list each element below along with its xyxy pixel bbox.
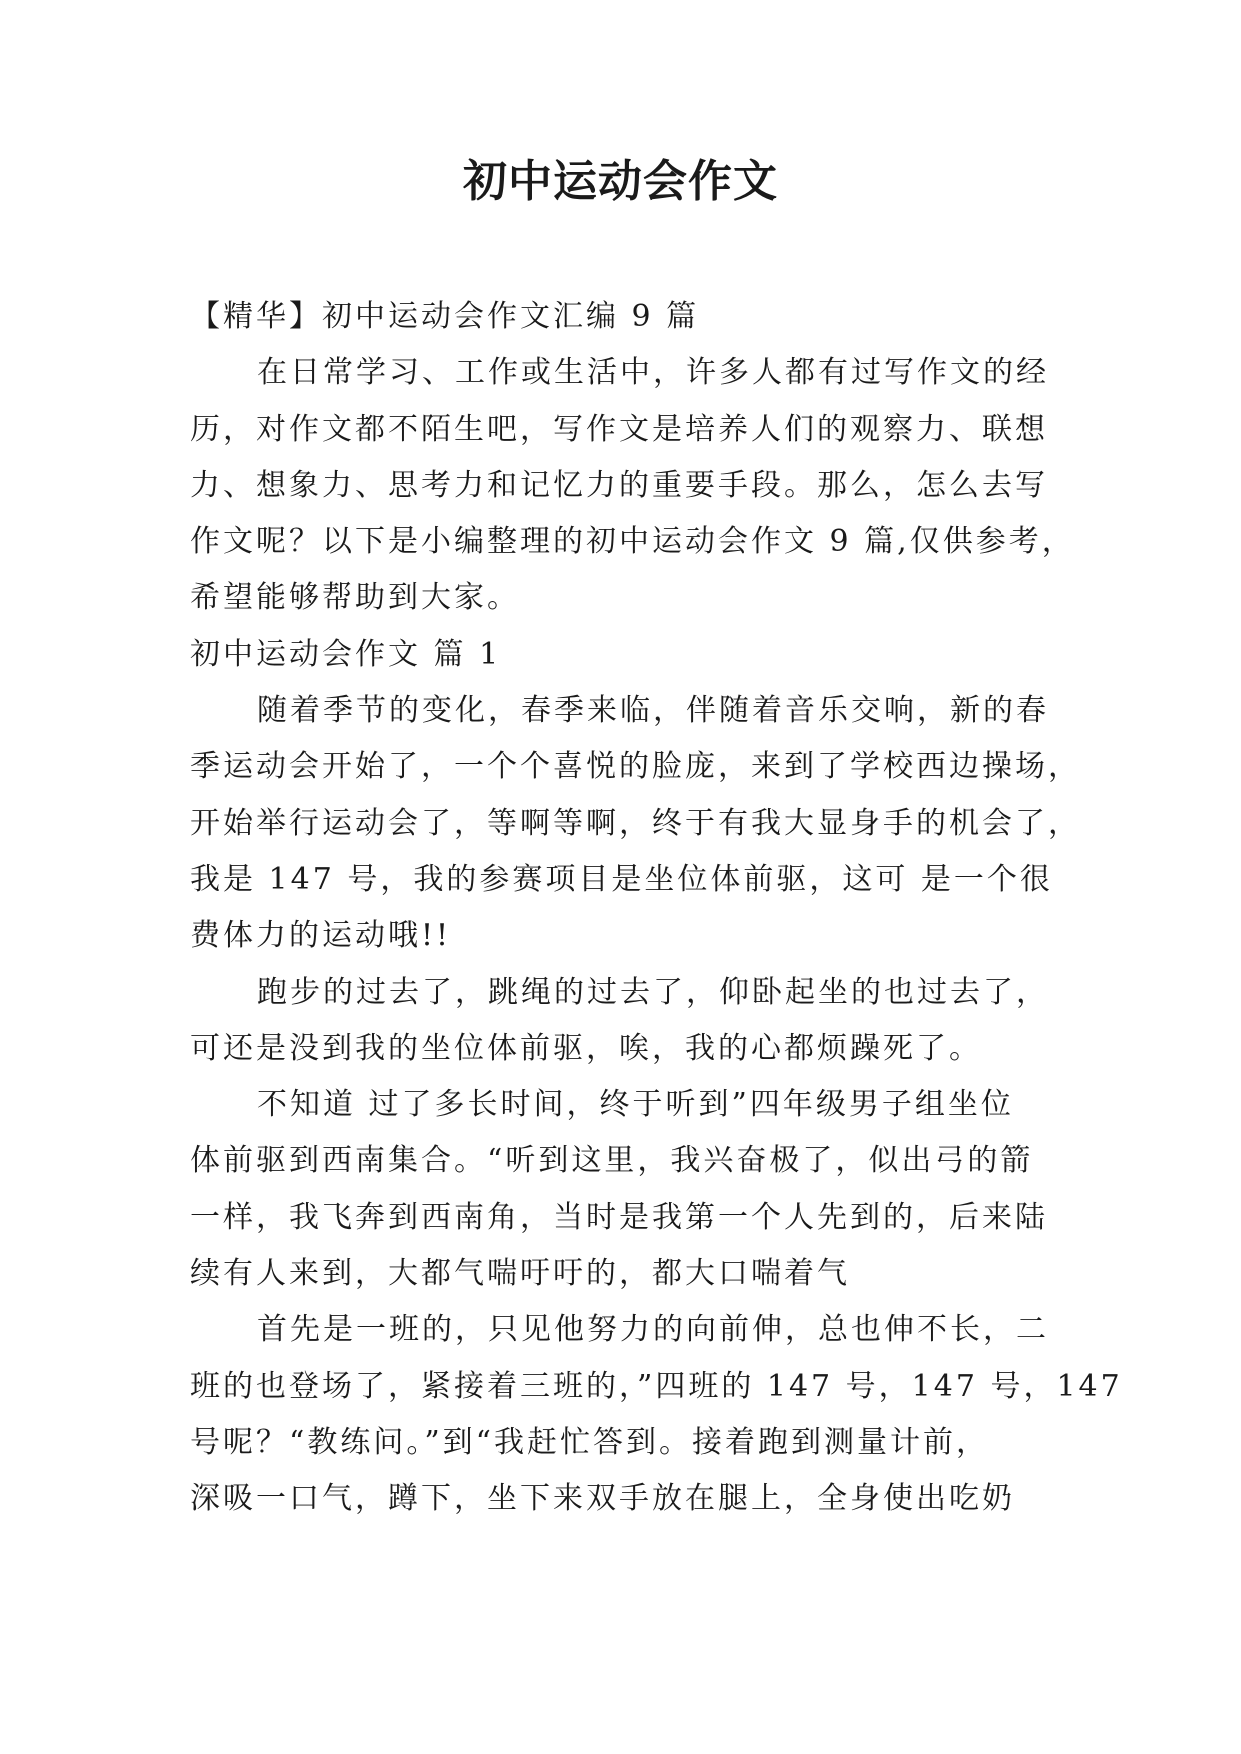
text-line: 续有人来到，大都气喘吁吁的，都大口喘着气 bbox=[190, 1256, 850, 1292]
text-line: 随着季节的变化，春季来临，伴随着音乐交响，新的春 bbox=[257, 693, 1049, 729]
text-line: 可还是没到我的坐位体前驱，唉，我的心都烦躁死了。 bbox=[190, 1030, 982, 1066]
text-line: 首先是一班的，只见他努力的向前伸，总也伸不长，二 bbox=[257, 1312, 1049, 1348]
text-line: 一样，我飞奔到西南角，当时是我第一个人先到的，后来陆 bbox=[190, 1199, 1048, 1235]
text-line: 季运动会开始了，一个个喜悦的脸庞，来到了学校西边操场， bbox=[190, 749, 1081, 785]
text-line: 不知道 过了多长时间，终于听到”四年级男子组坐位 bbox=[257, 1087, 1014, 1123]
text-line: 力、想象力、思考力和记忆力的重要手段。那么，怎么去写 bbox=[190, 467, 1048, 503]
text-line: 体前驱到西南集合。“听到这里，我兴奋极了，似出弓的箭 bbox=[190, 1143, 1034, 1179]
text-line: 在日常学习、工作或生活中，许多人都有过写作文的经 bbox=[257, 355, 1049, 391]
text-line: 历，对作文都不陌生吧，写作文是培养人们的观察力、联想 bbox=[190, 411, 1048, 447]
text-line: 【精华】初中运动会作文汇编 9 篇 bbox=[190, 299, 700, 334]
text-line: 班的也登场了，紧接着三班的，”四班的 147 号，147 号，147 bbox=[190, 1368, 1123, 1404]
document-title: 初中运动会作文 bbox=[463, 156, 778, 207]
text-line: 号呢？“教练问。”到“我赶忙答到。接着跑到测量计前， bbox=[190, 1424, 990, 1460]
text-line: 作文呢？以下是小编整理的初中运动会作文 9 篇,仅供参考， bbox=[190, 524, 1075, 560]
text-line: 跑步的过去了，跳绳的过去了，仰卧起坐的也过去了， bbox=[257, 974, 1049, 1010]
section-heading: 初中运动会作文 篇 1 bbox=[190, 636, 502, 672]
text-line: 开始举行运动会了，等啊等啊，终于有我大显身手的机会了， bbox=[190, 805, 1081, 841]
text-line: 深吸一口气，蹲下，坐下来双手放在腿上，全身使出吃奶 bbox=[190, 1481, 1015, 1517]
document-body bbox=[190, 289, 1123, 1528]
text-line: 费体力的运动哦!! bbox=[190, 918, 452, 954]
text-line: 我是 147 号，我的参赛项目是坐位体前驱，这可 是一个很 bbox=[190, 861, 1053, 897]
text-line: 希望能够帮助到大家。 bbox=[190, 580, 520, 616]
